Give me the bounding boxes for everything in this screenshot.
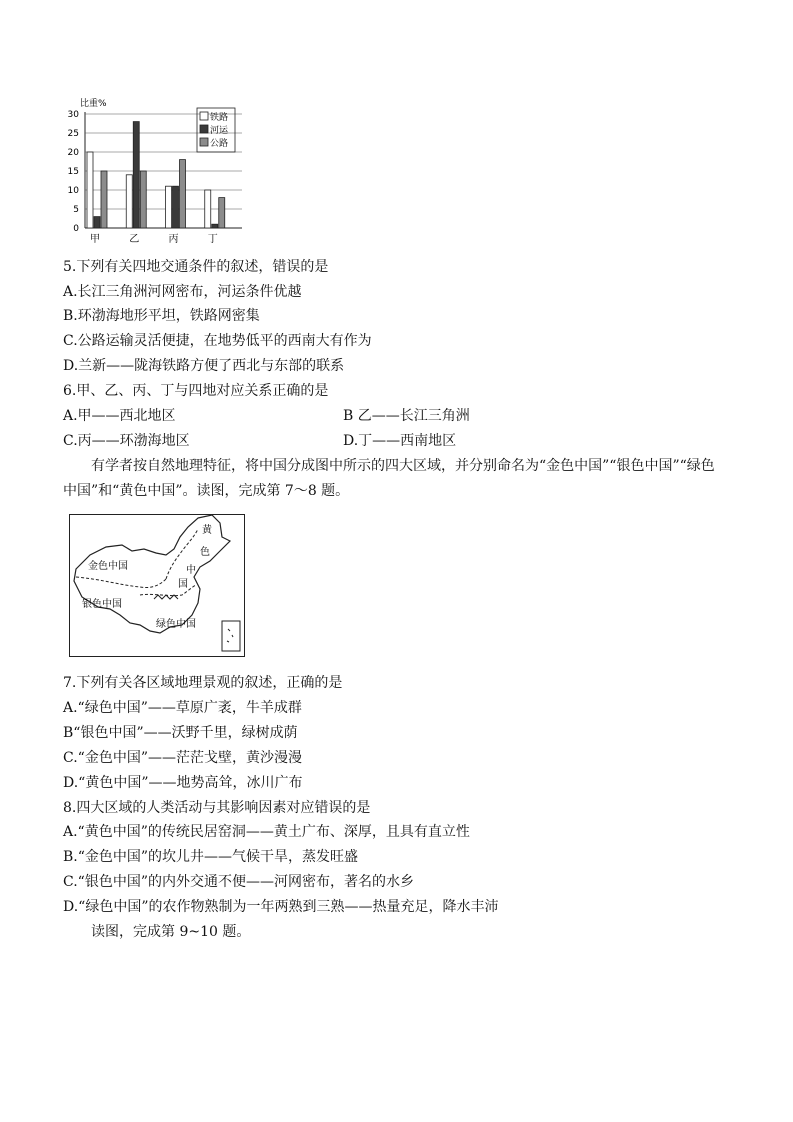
q8-option-b: B.“金色中国”的坎儿井——气候干旱，蒸发旺盛 — [63, 849, 359, 865]
bar-铁路-丙 — [166, 186, 172, 228]
label-yellow-char-2: 色 — [200, 547, 210, 558]
bar-公路-丁 — [219, 198, 225, 228]
q6-option-a: A.甲——西北地区 — [63, 408, 176, 424]
q7-option-c: C.“金色中国”——茫茫戈壁，黄沙漫漫 — [63, 750, 302, 766]
transport-share-chart — [62, 96, 262, 248]
y-tick-label: 30 — [67, 110, 79, 120]
x-tick-label: 甲 — [90, 234, 100, 245]
bar-铁路-丁 — [205, 190, 211, 228]
map-inset-islands — [227, 629, 233, 642]
label-silver-china: 银色中国 — [82, 599, 122, 610]
q8-stem: 8.四大区域的人类活动与其影响因素对应错误的是 — [63, 800, 371, 816]
q7-option-d: D.“黄色中国”——地势高耸，冰川广布 — [63, 775, 303, 791]
x-tick-label: 乙 — [129, 234, 140, 245]
region-boundary-gold-silver — [76, 577, 166, 588]
legend-label: 公路 — [210, 139, 229, 149]
china-region-map — [69, 514, 245, 657]
bar-铁路-乙 — [126, 175, 132, 228]
bar-公路-乙 — [140, 171, 146, 228]
y-axis-label: 比重% — [80, 99, 107, 109]
y-tick-label: 10 — [67, 186, 79, 196]
label-yellow-char-1: 黄 — [202, 525, 212, 536]
y-tick-label: 0 — [73, 224, 79, 234]
mountain-hatch — [154, 595, 178, 599]
q6-stem: 6.甲、乙、丙、丁与四地对应关系正确的是 — [63, 383, 329, 399]
q6-option-c: C.丙——环渤海地区 — [63, 433, 190, 449]
q5-option-d: D.兰新——陇海铁路方便了西北与东部的联系 — [63, 358, 345, 374]
q6-option-d: D.丁——西南地区 — [343, 433, 457, 449]
legend — [197, 108, 235, 152]
label-green-china: 绿色中国 — [156, 619, 196, 630]
q8-option-d: D.“绿色中国”的农作物熟制为一年两熟到三熟——热量充足，降水丰沛 — [63, 899, 499, 915]
y-ticks — [68, 110, 80, 234]
y-tick-label: 25 — [67, 129, 79, 139]
bar-公路-丙 — [180, 160, 186, 228]
q5-option-b: B.环渤海地形平坦，铁路网密集 — [63, 308, 260, 324]
q8-option-c: C.“银色中国”的内外交通不便——河网密布，著名的水乡 — [63, 874, 414, 890]
y-tick-label: 20 — [67, 148, 79, 158]
x-tick-label: 丙 — [168, 234, 179, 245]
legend-label: 河运 — [210, 126, 229, 136]
map-inset-box — [222, 621, 240, 651]
bar-河运-丁 — [212, 224, 218, 228]
q5-option-a: A.长江三角洲河网密布，河运条件优越 — [63, 284, 302, 300]
label-gold-china: 金色中国 — [88, 561, 128, 572]
intro-paragraph-line-1: 有学者按自然地理特征，将中国分成图中所示的四大区域，并分别命名为“金色中国”“银色中国”“绿色 — [91, 458, 715, 474]
q7-stem: 7.下列有关各区域地理景观的叙述，正确的是 — [63, 675, 343, 691]
bar-河运-乙 — [133, 122, 139, 228]
q8-option-a: A.“黄色中国”的传统民居窑洞——黄土广布、深厚，且具有直立性 — [63, 824, 470, 840]
bar-河运-甲 — [94, 217, 100, 228]
bar-铁路-甲 — [87, 152, 93, 228]
legend-label: 铁路 — [210, 113, 229, 123]
legend-swatch — [200, 112, 208, 120]
bar-河运-丙 — [173, 186, 179, 228]
q7-option-b: B“银色中国”——沃野千里，绿树成荫 — [63, 725, 298, 741]
bars — [87, 122, 225, 228]
q7-option-a: A.“绿色中国”——草原广袤，牛羊成群 — [63, 700, 302, 716]
q5-stem: 5.下列有关四地交通条件的叙述，错误的是 — [63, 259, 329, 275]
q6-option-b: B 乙——长江三角洲 — [343, 408, 470, 424]
legend-swatch — [200, 138, 208, 146]
y-tick-label: 15 — [67, 167, 79, 177]
y-tick-label: 5 — [73, 205, 79, 215]
q5-option-c: C.公路运输灵活便捷，在地势低平的西南大有作为 — [63, 333, 372, 349]
x-ticks — [90, 233, 218, 245]
bar-公路-甲 — [101, 171, 107, 228]
label-yellow-char-4: 国 — [178, 579, 188, 590]
x-tick-label: 丁 — [207, 234, 218, 245]
legend-swatch — [200, 125, 208, 133]
q9-intro: 读图，完成第 9~10 题。 — [91, 924, 251, 940]
label-yellow-char-3: 中 — [186, 565, 196, 576]
intro-paragraph-line-2: 中国”和“黄色中国”。读图，完成第 7～8 题。 — [63, 483, 350, 499]
